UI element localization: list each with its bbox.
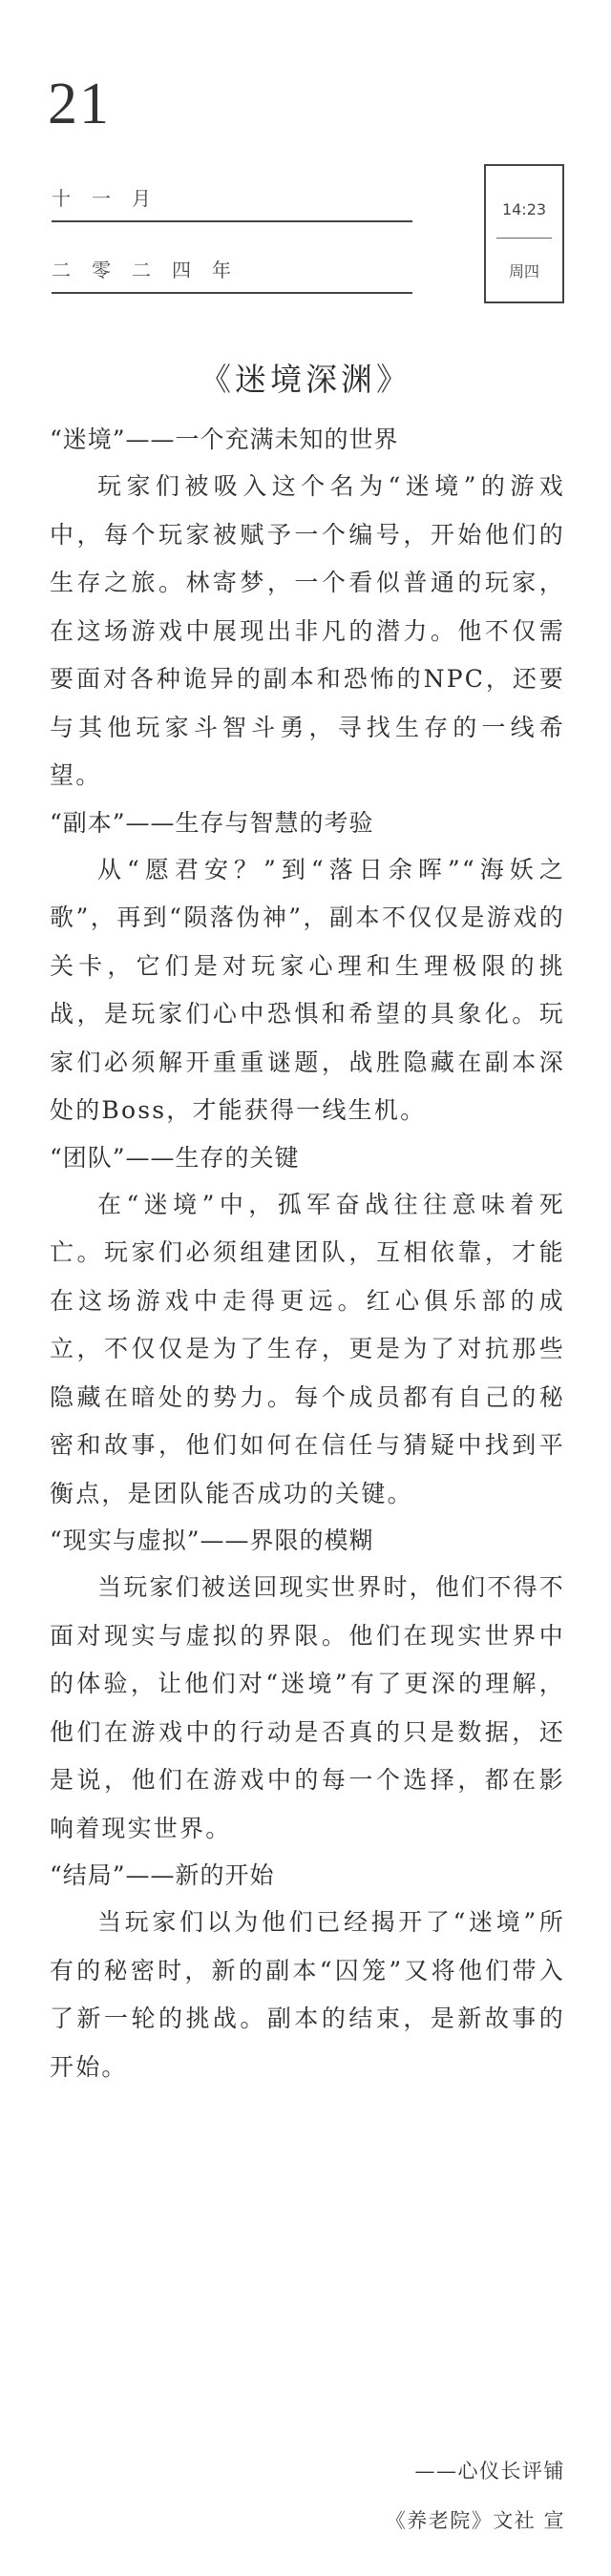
section-heading: “团队”——生存的关键 [50,1143,300,1172]
article-body [50,417,565,2091]
date-month: 十一月 [52,177,412,222]
article-title: 《迷境深渊》 [200,361,411,398]
time-weekday-box [484,164,564,303]
time-divider [496,238,552,239]
section-paragraph: 当玩家们被送回现实世界时，他们不得不面对现实与虚拟的界限。他们在现实世界中的体验，让他们对“迷境”有了更深的理解，他们在游戏中的行动是否真的只是数据，还是说，他们在游戏中的每一个选择，都在影响着现实世界。 [50,1573,565,1842]
footer [386,2446,565,2545]
article-section [50,417,565,800]
section-heading: “迷境”——一个充满未知的世界 [50,426,399,453]
section-paragraph: 在“迷境”中，孤军奋战往往意味着死亡。玩家们必须组建团队，互相依靠，才能在这场游戏中走得更远。红心俱乐部的成立，不仅仅是为了生存，更是为了对抗那些隐藏在暗处的势力。每个成员都有自己的秘密和故事，他们如何在信任与猜疑中找到平衡点，是团队能否成功的关键。 [50,1190,565,1507]
section-heading: “副本”——生存与智慧的考验 [50,808,374,837]
section-paragraph: 玩家们被吸入这个名为“迷境”的游戏中，每个玩家被赋予一个编号，开始他们的生存之旅。林寄梦，一个看似普通的玩家，在这场游戏中展现出非凡的潜力。他不仅需要面对各种诡异的副本和恐怖的NPC，还要与其他玩家斗智斗勇，寻找生存的一线希望。 [50,472,565,789]
article-section [50,1518,565,1853]
section-heading: “现实与虚拟”——界限的模糊 [50,1527,374,1554]
date-year: 二零二四年 [52,248,412,294]
date-day: 21 [48,72,111,136]
section-paragraph: 当玩家们以为他们已经揭开了“迷境”所有的秘密时，新的副本“囚笼”又将他们带入了新一轮的挑战。副本的结束，是新故事的开始。 [50,1908,565,2081]
article-section [50,800,565,1135]
section-heading: “结局”——新的开始 [50,1861,275,1889]
section-paragraph: 从“愿君安？”到“落日余晖”“海妖之歌”，再到“陨落伪神”，副本不仅仅是游戏的关卡，它们是对玩家心理和生理极限的挑战，是玩家们心中恐惧和希望的具象化。玩家们必须解开重重谜题，战胜隐藏在副本深处的Boss，才能获得一线生机。 [50,855,565,1124]
footer-publisher: 《养老院》文社 宣 [385,2509,565,2532]
footer-byline: ——心仪长评铺 [414,2460,565,2483]
article-section [50,1135,565,1519]
article-section [50,1853,565,2091]
time-label: 14:23 [501,200,547,218]
weekday-label: 周四 [508,262,539,280]
